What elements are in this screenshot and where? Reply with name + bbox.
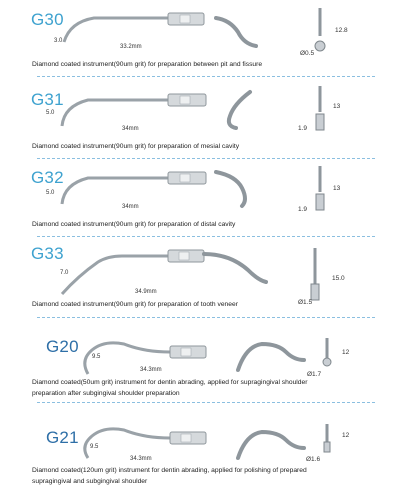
angle-dimension: 9.5 [92, 354, 101, 360]
height-dimension: 12 [342, 349, 350, 356]
tip-end-view-icon [312, 334, 342, 370]
tip-end-view-icon [306, 82, 334, 134]
tip-code: G31 [31, 90, 64, 109]
height-dimension: 13 [333, 103, 341, 110]
row-divider [37, 76, 375, 78]
height-dimension: 12.8 [335, 27, 348, 34]
tip-end-view-icon [306, 2, 334, 54]
tip-description: Diamond coated instrument(90um grit) for preparation of tooth veneer [32, 301, 238, 308]
tip-description: Diamond coated instrument(90um grit) for preparation of mesial cavity [32, 143, 240, 150]
tip-description: Diamond coated instrument(90um grit) for preparation of distal cavity [32, 221, 236, 228]
tip-closeup-icon [200, 248, 270, 288]
angle-dimension: 5.0 [46, 110, 55, 116]
angle-dimension: 5.0 [46, 190, 55, 196]
scaler-tip-profile-icon [58, 248, 208, 298]
tip-closeup-icon [232, 330, 312, 374]
angle-dimension: 9.5 [90, 444, 99, 450]
scaler-tip-profile-icon [52, 168, 212, 208]
length-dimension: 34mm [122, 126, 139, 132]
length-dimension: 34.3mm [140, 367, 162, 373]
tip-diameter: Ø1.6 [306, 456, 321, 463]
tip-closeup-icon [212, 166, 262, 210]
tip-diameter: Ø1.5 [298, 299, 313, 306]
tip-diameter: 1.9 [298, 206, 308, 213]
tip-closeup-icon [212, 88, 262, 132]
length-dimension: 34.3mm [130, 456, 152, 462]
tip-end-view-icon [306, 162, 334, 214]
row-divider [37, 317, 375, 319]
tip-end-view-icon [312, 420, 342, 456]
scaler-tip-profile-icon [52, 90, 212, 130]
angle-dimension: 3.0 [54, 38, 63, 44]
tip-closeup-icon [212, 10, 262, 50]
angle-dimension: 7.0 [60, 270, 69, 276]
tip-description-line-1: Diamond coated(120um grit) instrument for dentin abrading, applied for polishing of prepared [32, 467, 307, 474]
tip-code: G33 [31, 244, 64, 263]
length-dimension: 34mm [122, 204, 139, 210]
tip-closeup-icon [232, 418, 312, 462]
tip-row-g30 [0, 0, 416, 80]
tip-description: Diamond coated instrument(90um grit) for preparation between pit and fissure [32, 61, 263, 68]
length-dimension: 34.9mm [135, 289, 157, 295]
tip-row-g32 [0, 160, 416, 238]
tip-end-view-icon [300, 244, 330, 306]
tip-description-line-2: supragingival and subgingival shoulder [32, 478, 148, 485]
tip-diameter: Ø1.7 [307, 371, 322, 378]
tip-row-g21 [0, 404, 416, 489]
tip-row-g33 [0, 238, 416, 320]
tip-code: G30 [31, 10, 64, 29]
height-dimension: 15.0 [332, 275, 345, 282]
tip-code: G32 [31, 168, 64, 187]
tip-description-line-1: Diamond coated(50um grit) instrument for dentin abrading, applied for supragingival shoulder [32, 379, 308, 386]
tip-row-g31 [0, 80, 416, 160]
tip-diameter: 1.9 [298, 125, 308, 132]
tip-code: G20 [46, 337, 79, 356]
tip-row-g20 [0, 320, 416, 404]
height-dimension: 12 [342, 432, 350, 439]
length-dimension: 33.2mm [120, 44, 142, 50]
tip-description-line-2: preparation after subgingival shoulder preparation [32, 390, 180, 397]
tip-diameter: Ø0.5 [300, 50, 315, 57]
tip-code: G21 [46, 428, 79, 447]
height-dimension: 13 [333, 185, 341, 192]
